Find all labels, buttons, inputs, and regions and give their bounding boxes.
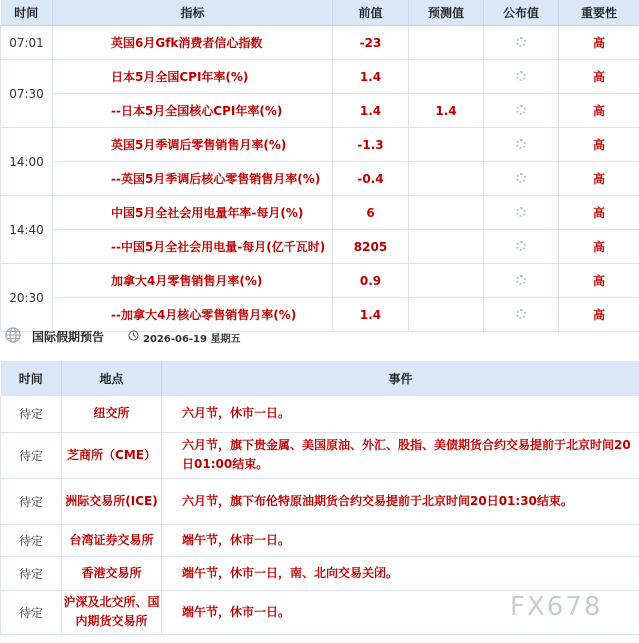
importance-cell: 高	[559, 196, 639, 230]
importance-cell: 高	[559, 26, 639, 60]
forecast-cell	[409, 60, 484, 94]
importance-cell: 高	[559, 264, 639, 298]
table-row	[1, 230, 639, 264]
loading-icon	[516, 71, 526, 81]
table-row	[1, 264, 639, 298]
loading-icon	[516, 275, 526, 285]
actual-cell	[484, 128, 559, 162]
holiday-section-title: 国际假期预告	[32, 330, 105, 344]
actual-cell	[484, 230, 559, 264]
actual-cell	[484, 162, 559, 196]
forecast-cell	[409, 26, 484, 60]
table-row	[1, 396, 639, 432]
importance-cell: 高	[559, 162, 639, 196]
event-cell: 端午节，休市一日。	[162, 524, 639, 556]
location-cell: 香港交易所	[62, 556, 162, 590]
actual-cell	[484, 196, 559, 230]
location-cell: 沪深及北交所、国内期货交易所	[62, 590, 162, 634]
table-row	[1, 94, 639, 128]
time-cell: 待定	[1, 590, 62, 634]
location-cell: 芝商所（CME）	[62, 432, 162, 478]
time-cell: 07:01	[1, 26, 53, 60]
previous-cell: 8205	[333, 230, 409, 264]
importance-cell: 高	[559, 94, 639, 128]
event-cell: 端午节，休市一日。	[162, 590, 639, 634]
globe-icon	[5, 327, 21, 343]
forecast-cell	[409, 162, 484, 196]
event-cell: 六月节，旗下贵金属、美国原油、外汇、股指、美债期货合约交易提前于北京时间20日01:00结束。	[162, 432, 639, 478]
indicator-cell[interactable]: --加拿大4月核心零售销售月率(%)	[53, 298, 333, 332]
holiday-header-row	[1, 361, 639, 396]
indicator-cell[interactable]: --日本5月全国核心CPI年率(%)	[53, 94, 333, 128]
loading-icon	[516, 241, 526, 251]
table-row	[1, 128, 639, 162]
forecast-cell	[409, 128, 484, 162]
loading-icon	[516, 207, 526, 217]
col-indicator-header: 指标	[53, 0, 333, 26]
loading-icon	[516, 309, 526, 319]
previous-cell: 0.9	[333, 264, 409, 298]
table-row	[1, 60, 639, 94]
actual-cell	[484, 264, 559, 298]
time-cell: 待定	[1, 478, 62, 524]
forecast-cell	[409, 230, 484, 264]
forecast-cell	[409, 196, 484, 230]
previous-cell: -1.3	[333, 128, 409, 162]
actual-cell	[484, 60, 559, 94]
loading-icon	[516, 139, 526, 149]
location-cell: 洲际交易所(ICE)	[62, 478, 162, 524]
table-row	[1, 556, 639, 590]
holiday-date: 2026-06-19 星期五	[143, 334, 241, 345]
location-cell: 纽交所	[62, 396, 162, 432]
table-row	[1, 478, 639, 524]
location-cell: 台湾证券交易所	[62, 524, 162, 556]
indicator-cell[interactable]: 中国5月全社会用电量年率-每月(%)	[53, 196, 333, 230]
forecast-cell	[409, 264, 484, 298]
loading-icon	[516, 173, 526, 183]
importance-cell: 高	[559, 230, 639, 264]
col-event-header: 事件	[162, 361, 639, 396]
col-time-header: 时间	[1, 361, 62, 396]
col-location-header: 地点	[62, 361, 162, 396]
col-actual-header: 公布值	[484, 0, 559, 26]
col-importance-header: 重要性	[559, 0, 639, 26]
time-cell: 14:00	[1, 128, 53, 196]
holiday-section-header	[0, 322, 639, 356]
table-row	[1, 162, 639, 196]
forecast-cell: 1.4	[409, 94, 484, 128]
watermark-logo: FX678	[510, 592, 603, 622]
indicator-cell[interactable]: 英国6月Gfk消费者信心指数	[53, 26, 333, 60]
event-cell: 六月节，旗下布伦特原油期货合约交易提前于北京时间20日01:30结束。	[162, 478, 639, 524]
importance-cell: 高	[559, 298, 639, 332]
col-forecast-header: 预测值	[409, 0, 484, 26]
previous-cell: 1.4	[333, 298, 409, 332]
importance-cell: 高	[559, 60, 639, 94]
time-cell: 待定	[1, 556, 62, 590]
econ-header-row	[1, 0, 639, 26]
loading-icon	[516, 37, 526, 47]
time-cell: 待定	[1, 396, 62, 432]
previous-cell: 1.4	[333, 94, 409, 128]
time-cell: 14:40	[1, 196, 53, 264]
indicator-cell[interactable]: --英国5月季调后核心零售销售月率(%)	[53, 162, 333, 196]
actual-cell	[484, 94, 559, 128]
loading-icon	[516, 105, 526, 115]
actual-cell	[484, 26, 559, 60]
previous-cell: 1.4	[333, 60, 409, 94]
clock-icon	[128, 330, 139, 341]
col-time-header: 时间	[1, 0, 53, 26]
indicator-cell[interactable]: --中国5月全社会用电量-每月(亿千瓦时)	[53, 230, 333, 264]
time-cell: 07:30	[1, 60, 53, 128]
table-row	[1, 432, 639, 478]
table-row	[1, 196, 639, 230]
previous-cell: 6	[333, 196, 409, 230]
indicator-cell[interactable]: 加拿大4月零售销售月率(%)	[53, 264, 333, 298]
table-row	[1, 524, 639, 556]
event-cell: 端午节，休市一日，南、北向交易关闭。	[162, 556, 639, 590]
previous-cell: -23	[333, 26, 409, 60]
time-cell: 20:30	[1, 264, 53, 332]
event-cell: 六月节，休市一日。	[162, 396, 639, 432]
importance-cell: 高	[559, 128, 639, 162]
previous-cell: -0.4	[333, 162, 409, 196]
time-cell: 待定	[1, 524, 62, 556]
col-previous-header: 前值	[333, 0, 409, 26]
time-cell: 待定	[1, 432, 62, 478]
indicator-cell[interactable]: 英国5月季调后零售销售月率(%)	[53, 128, 333, 162]
indicator-cell[interactable]: 日本5月全国CPI年率(%)	[53, 60, 333, 94]
table-row	[1, 26, 639, 60]
